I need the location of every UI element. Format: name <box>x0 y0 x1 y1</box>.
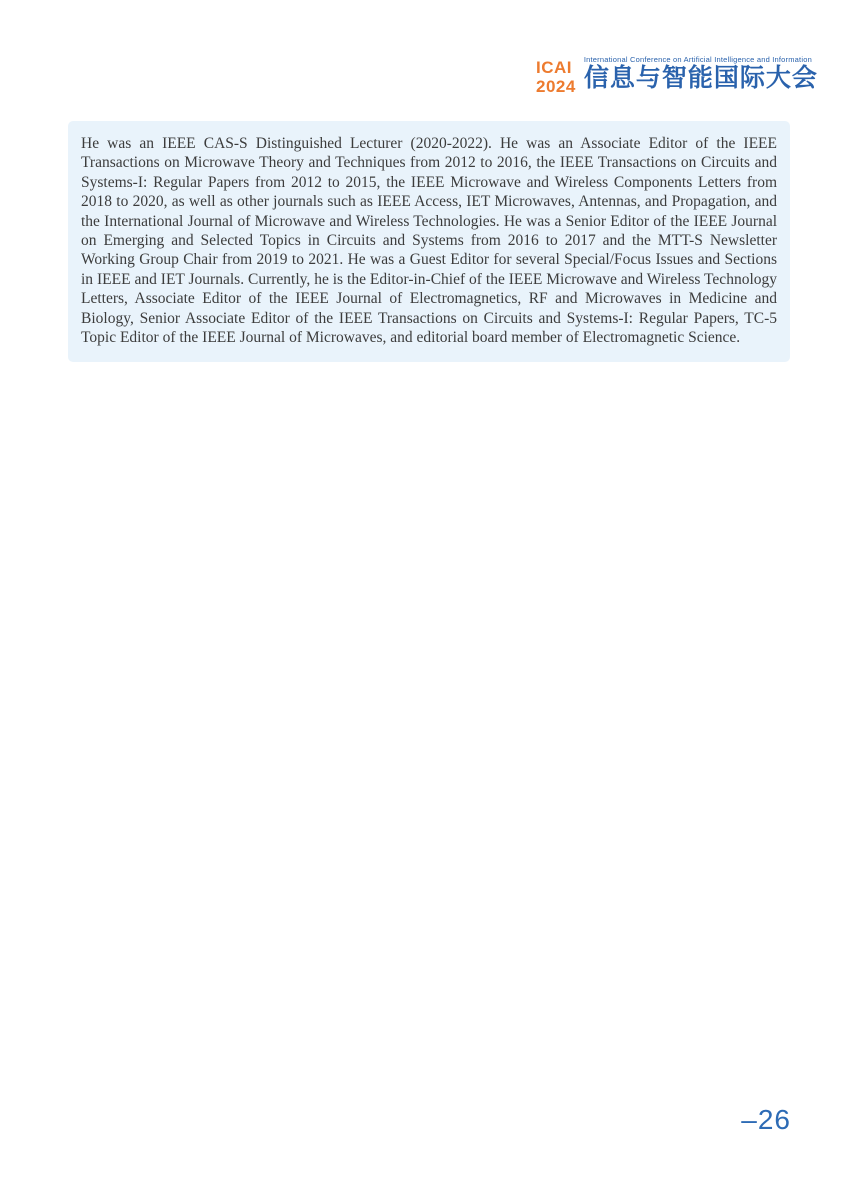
bio-paragraph: He was an IEEE CAS-S Distinguished Lecturer (2020-2022). He was an Associate Editor of the IEEE Transactions on Microwave Theory and Techniques from 2012 to 2016, the IEEE Transactions on Circuits and Systems-I: Regular Papers from 2012 to 2015, the IEEE Microwave and Wireless Components Letters from 2018 to 2020, as well as other journals such as IEEE Access, IET Microwaves, Antennas, and Propagation, and the International Journal of Microwave and Wireless Technologies. He was a Senior Editor of the IEEE Journal on Emerging and Selected Topics in Circuits and Systems from 2016 to 2017 and the MTT-S Newsletter Working Group Chair from 2019 to 2021. He was a Guest Editor for several Special/Focus Issues and Sections in IEEE and IET Journals. Currently, he is the Editor-in-Chief of the IEEE Microwave and Wireless Technology Letters, Associate Editor of the IEEE Journal of Electromagnetics, RF and Microwaves in Medicine and Biology, Senior Associate Editor of the IEEE Transactions on Circuits and Systems-I: Regular Papers, TC-5 Topic Editor of the IEEE Journal of Microwaves, and editorial board member of Electromagnetic Science. <box>81 135 777 347</box>
bio-highlight-box <box>68 121 790 362</box>
logo-line-year: 2024 <box>536 77 576 96</box>
logo-line-icai: ICAI <box>536 58 572 77</box>
icai-logo-mark <box>536 58 576 96</box>
conference-title-chinese: 信息与智能国际大会 <box>583 64 818 92</box>
page-number: –26 <box>741 1104 791 1135</box>
conference-tagline: International Conference on Artificial Intelligence and Information <box>583 55 812 64</box>
logo-text-block <box>584 55 818 92</box>
conference-logo <box>536 55 818 96</box>
